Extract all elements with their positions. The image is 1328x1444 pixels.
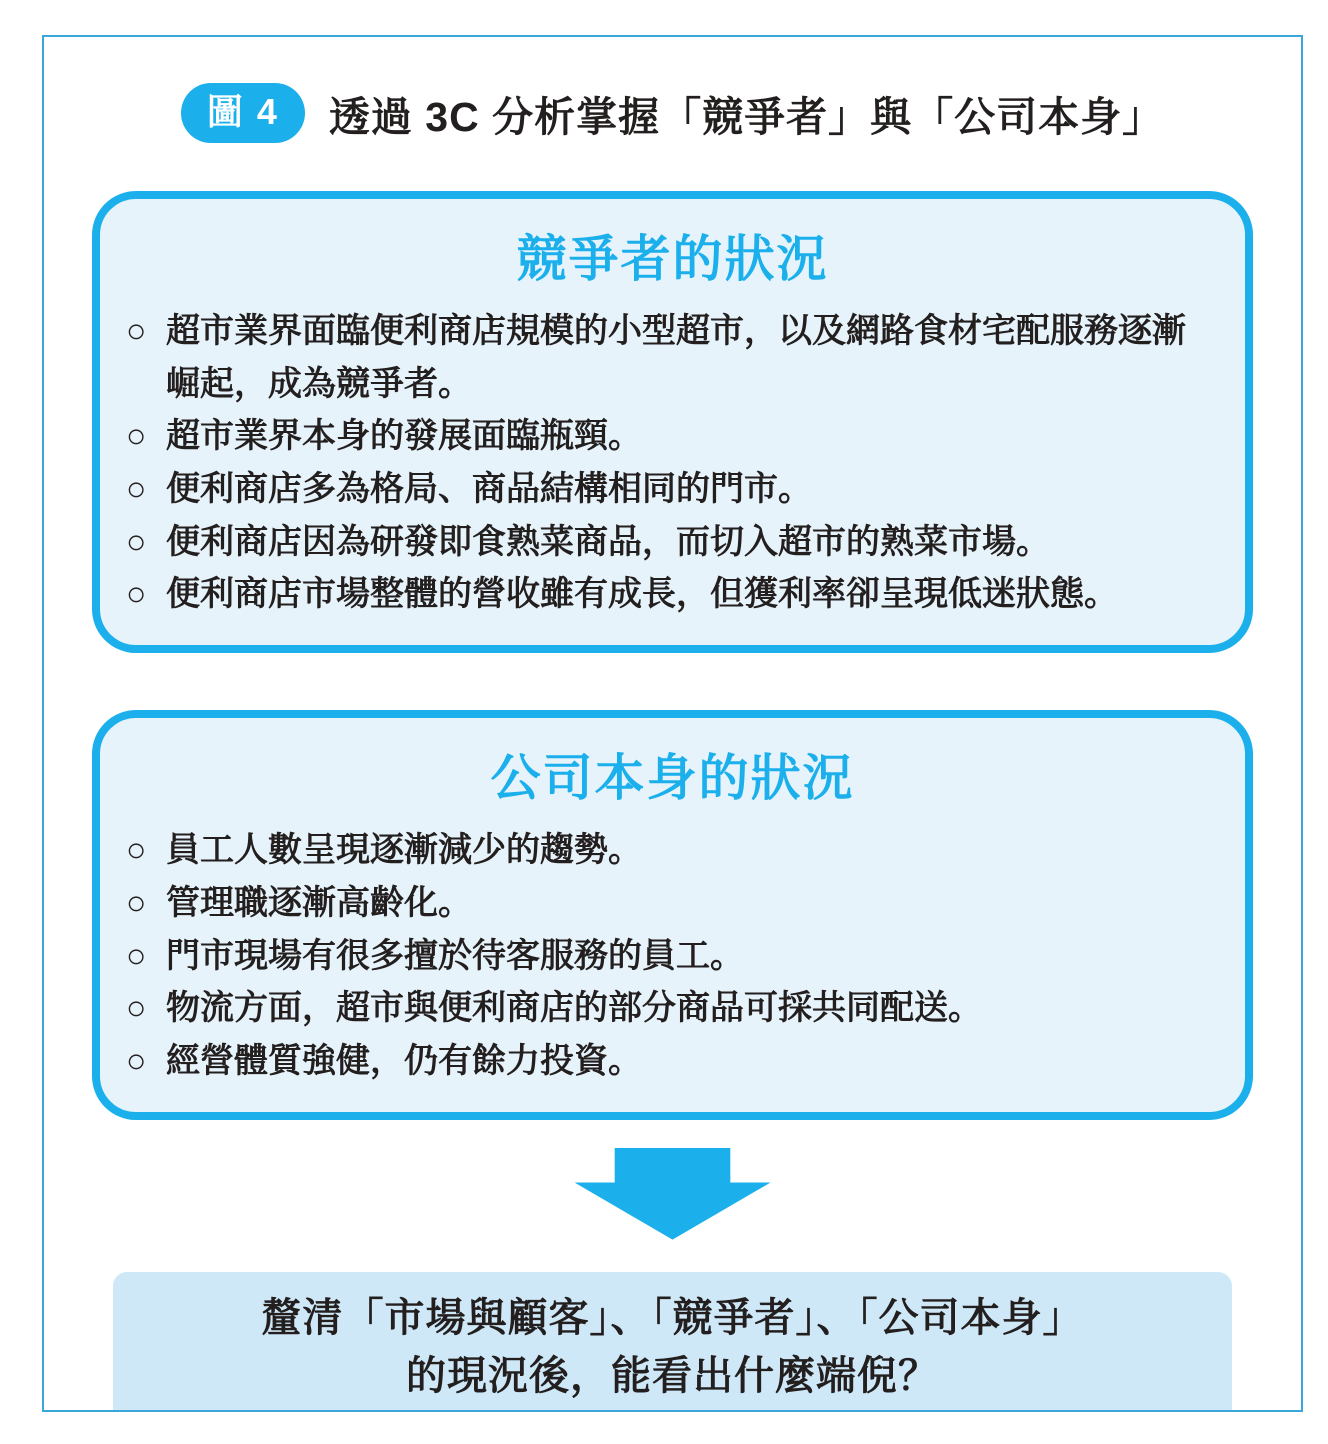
list-item-text: 管理職逐漸高齡化。 [166,883,472,922]
list-item-text: 物流方面，超市與便利商店的部分商品可採共同配送。 [166,989,982,1028]
list-item-text: 超市業界本身的發展面臨瓶頸。 [166,417,642,456]
list-item-text: 便利商店市場整體的營收雖有成長，但獲利率卻呈現低迷狀態。 [166,575,1118,614]
list-item-text: 超市業界面臨便利商店規模的小型超市，以及網路食材宅配服務逐漸崛起，成為競爭者。 [166,312,1186,403]
competitor-status-item-list [126,305,1219,621]
list-item [126,877,1219,930]
circle-bullet-icon: ○ [126,831,147,870]
circle-bullet-icon: ○ [126,312,147,350]
circle-bullet-icon: ○ [126,575,147,614]
list-item [126,982,1219,1035]
own-company-status-box [92,710,1253,1119]
list-item [126,516,1219,569]
figure-title: 透過 3C 分析掌握「競爭者」與「公司本身」 [328,93,1165,140]
list-item-text: 門市現場有很多擅於待客服務的員工。 [166,936,744,975]
down-arrow-icon [575,1148,771,1240]
list-item [126,930,1219,983]
list-item [126,1035,1219,1088]
list-item [126,568,1219,621]
competitor-status-box [92,191,1253,653]
list-item-text: 便利商店因為研發即食熟菜商品，而切入超市的熟菜市場。 [166,522,1050,561]
conclusion-line-2: 的現況後，能看出什麼端倪？ [406,1353,939,1398]
list-item [126,463,1219,516]
list-item [126,410,1219,463]
list-item-text: 便利商店多為格局、商品結構相同的門市。 [166,470,812,509]
own-company-status-box-title: 公司本身的狀況 [490,750,855,807]
list-item-text: 經營體質強健，仍有餘力投資。 [166,1041,642,1080]
list-item-text: 員工人數呈現逐漸減少的趨勢。 [166,831,642,870]
circle-bullet-icon: ○ [126,470,147,509]
figure-number-badge: 圖 4 [181,83,305,143]
figure-frame [42,35,1303,1412]
circle-bullet-icon: ○ [126,417,147,456]
conclusion-box [113,1272,1232,1412]
circle-bullet-icon: ○ [126,522,147,561]
circle-bullet-icon: ○ [126,1041,147,1080]
competitor-status-box-title: 競爭者的狀況 [516,231,829,287]
list-item [126,824,1219,877]
circle-bullet-icon: ○ [126,883,147,922]
list-item [126,305,1219,410]
conclusion-line-1: 釐清「市場與顧客」、「競爭者」、「公司本身」 [261,1295,1084,1340]
figure-header [44,83,1301,143]
circle-bullet-icon: ○ [126,989,147,1028]
own-company-status-item-list [126,824,1219,1087]
circle-bullet-icon: ○ [126,936,147,975]
